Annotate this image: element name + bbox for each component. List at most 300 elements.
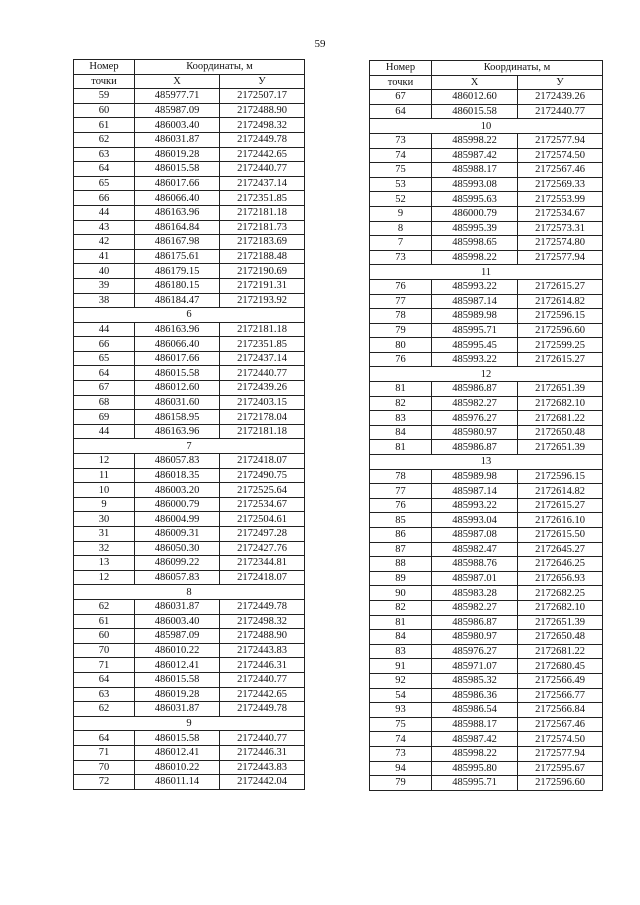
point-number-cell: 12 [74, 454, 135, 469]
y-coordinate-cell: 2172614.82 [518, 294, 603, 309]
x-coordinate-cell: 486018.35 [135, 468, 220, 483]
x-coordinate-cell: 485993.04 [432, 513, 518, 528]
table-row [74, 497, 305, 512]
y-coordinate-cell: 2172440.77 [220, 366, 305, 381]
y-coordinate-cell: 2172534.67 [518, 206, 603, 221]
point-number-cell: 53 [370, 177, 432, 192]
point-number-cell: 88 [370, 557, 432, 572]
table-row [370, 192, 603, 207]
x-coordinate-cell: 486010.22 [135, 643, 220, 658]
x-coordinate-cell: 486031.87 [135, 132, 220, 147]
point-number-cell: 82 [370, 600, 432, 615]
y-coordinate-cell: 2172566.77 [518, 688, 603, 703]
y-coordinate-cell: 2172573.31 [518, 221, 603, 236]
point-number-cell: 44 [74, 205, 135, 220]
y-coordinate-cell: 2172188.48 [220, 249, 305, 264]
table-row [74, 162, 305, 177]
x-coordinate-cell: 486017.66 [135, 351, 220, 366]
y-coordinate-cell: 2172351.85 [220, 191, 305, 206]
y-coordinate-cell: 2172488.90 [220, 103, 305, 118]
section-row [74, 585, 305, 600]
point-number-cell: 62 [74, 599, 135, 614]
x-coordinate-cell: 486031.60 [135, 395, 220, 410]
y-coordinate-cell: 2172181.73 [220, 220, 305, 235]
section-row [370, 367, 603, 382]
point-number-cell: 70 [74, 760, 135, 775]
point-number-header-line1: Номер [385, 62, 416, 74]
point-number-cell: 12 [74, 570, 135, 585]
x-coordinate-cell: 485976.27 [432, 644, 518, 659]
x-coordinate-cell: 485989.98 [432, 309, 518, 324]
x-coordinate-cell: 485998.22 [432, 250, 518, 265]
y-coordinate-cell: 2172567.46 [518, 717, 603, 732]
y-coordinate-cell: 2172446.31 [220, 745, 305, 760]
x-coordinate-cell: 486015.58 [135, 672, 220, 687]
y-coordinate-cell: 2172682.10 [518, 396, 603, 411]
table-row [74, 264, 305, 279]
point-number-cell: 30 [74, 512, 135, 527]
point-number-header-line2: точки [370, 75, 432, 90]
section-number: 11 [370, 265, 603, 280]
table-row [74, 672, 305, 687]
table-row [370, 644, 603, 659]
point-number-cell: 84 [370, 630, 432, 645]
x-coordinate-cell: 485998.22 [432, 133, 518, 148]
y-coordinate-cell: 2172443.83 [220, 760, 305, 775]
x-coordinate-cell: 485988.17 [432, 163, 518, 178]
table-row [74, 424, 305, 439]
point-number-cell: 64 [370, 104, 432, 119]
point-number-cell: 76 [370, 279, 432, 294]
x-coordinate-cell: 486031.87 [135, 702, 220, 717]
x-coordinate-cell: 486012.60 [135, 381, 220, 396]
y-coordinate-cell: 2172645.27 [518, 542, 603, 557]
y-coordinate-cell: 2172344.81 [220, 556, 305, 571]
table-row [370, 440, 603, 455]
y-coordinate-cell: 2172449.78 [220, 702, 305, 717]
point-number-cell: 92 [370, 673, 432, 688]
y-coordinate-cell: 2172553.99 [518, 192, 603, 207]
x-coordinate-cell: 485993.22 [432, 498, 518, 513]
y-coordinate-cell: 2172191.31 [220, 278, 305, 293]
x-coordinate-cell: 485988.17 [432, 717, 518, 732]
y-coordinate-cell: 2172651.39 [518, 615, 603, 630]
x-coordinate-cell: 485987.42 [432, 148, 518, 163]
x-coordinate-cell: 485971.07 [432, 659, 518, 674]
point-number-cell: 59 [74, 89, 135, 104]
y-coordinate-cell: 2172615.27 [518, 498, 603, 513]
table-row [370, 703, 603, 718]
x-coordinate-cell: 486015.58 [135, 731, 220, 746]
section-number: 6 [74, 308, 305, 323]
point-number-cell: 78 [370, 469, 432, 484]
point-number-cell: 32 [74, 541, 135, 556]
y-coordinate-cell: 2172596.15 [518, 469, 603, 484]
table-row [370, 615, 603, 630]
point-number-cell: 68 [74, 395, 135, 410]
table-row [74, 337, 305, 352]
x-coordinate-cell: 486004.99 [135, 512, 220, 527]
x-coordinate-cell: 486050.30 [135, 541, 220, 556]
point-number-cell: 79 [370, 776, 432, 791]
x-coordinate-cell: 485987.14 [432, 294, 518, 309]
section-number: 7 [74, 439, 305, 454]
table-row [370, 250, 603, 265]
point-number-cell: 71 [74, 745, 135, 760]
point-number-cell: 81 [370, 382, 432, 397]
x-coordinate-cell: 486017.66 [135, 176, 220, 191]
point-number-cell: 64 [74, 672, 135, 687]
section-row [370, 455, 603, 470]
table-row [370, 586, 603, 601]
y-coordinate-cell: 2172507.17 [220, 89, 305, 104]
point-number-cell: 9 [74, 497, 135, 512]
point-number-cell: 83 [370, 644, 432, 659]
point-number-cell: 69 [74, 410, 135, 425]
y-coordinate-cell: 2172566.84 [518, 703, 603, 718]
table-row [370, 528, 603, 543]
point-number-cell: 40 [74, 264, 135, 279]
y-coordinate-cell: 2172449.78 [220, 132, 305, 147]
x-coordinate-cell: 486066.40 [135, 337, 220, 352]
x-coordinate-cell: 486019.28 [135, 147, 220, 162]
x-coordinate-cell: 485987.09 [135, 629, 220, 644]
table-row [370, 148, 603, 163]
y-coordinate-cell: 2172418.07 [220, 454, 305, 469]
table-row [370, 323, 603, 338]
point-number-cell: 61 [74, 614, 135, 629]
table-row [74, 512, 305, 527]
y-coordinate-cell: 2172440.77 [220, 731, 305, 746]
x-coordinate-cell: 485982.27 [432, 396, 518, 411]
x-coordinate-cell: 485986.87 [432, 382, 518, 397]
table-row [74, 468, 305, 483]
x-coordinate-cell: 486057.83 [135, 454, 220, 469]
x-coordinate-cell: 486179.15 [135, 264, 220, 279]
x-coordinate-cell: 486175.61 [135, 249, 220, 264]
y-coordinate-cell: 2172651.39 [518, 382, 603, 397]
x-coordinate-cell: 485986.36 [432, 688, 518, 703]
y-coordinate-cell: 2172680.45 [518, 659, 603, 674]
point-number-cell: 75 [370, 163, 432, 178]
y-coordinate-cell: 2172656.93 [518, 571, 603, 586]
y-coordinate-cell: 2172181.18 [220, 424, 305, 439]
table-row [74, 775, 305, 790]
section-number: 8 [74, 585, 305, 600]
x-coordinate-cell: 486057.83 [135, 570, 220, 585]
table-row [370, 600, 603, 615]
x-coordinate-cell: 485982.47 [432, 542, 518, 557]
point-number-cell: 44 [74, 322, 135, 337]
table-row [74, 322, 305, 337]
table-row [74, 454, 305, 469]
point-number-cell: 71 [74, 658, 135, 673]
y-coordinate-cell: 2172490.75 [220, 468, 305, 483]
point-number-cell: 81 [370, 440, 432, 455]
x-coordinate-cell: 485988.76 [432, 557, 518, 572]
table-row [370, 469, 603, 484]
table-row [74, 381, 305, 396]
y-coordinate-cell: 2172446.31 [220, 658, 305, 673]
table-row [74, 643, 305, 658]
x-coordinate-cell: 485987.09 [135, 103, 220, 118]
y-coordinate-cell: 2172418.07 [220, 570, 305, 585]
coordinates-table-right [369, 60, 603, 791]
y-coordinate-cell: 2172615.50 [518, 528, 603, 543]
y-coordinate-cell: 2172566.49 [518, 673, 603, 688]
table-row [370, 571, 603, 586]
table-row [74, 293, 305, 308]
table-row [74, 556, 305, 571]
point-number-cell: 60 [74, 629, 135, 644]
y-coordinate-cell: 2172681.22 [518, 644, 603, 659]
table-row [370, 382, 603, 397]
point-number-cell: 73 [370, 746, 432, 761]
x-coordinate-cell: 486158.95 [135, 410, 220, 425]
section-number: 12 [370, 367, 603, 382]
page-number: 59 [314, 38, 326, 50]
x-coordinate-cell: 485982.27 [432, 600, 518, 615]
table-row [74, 687, 305, 702]
table-row [370, 484, 603, 499]
y-coordinate-cell: 2172596.60 [518, 776, 603, 791]
coordinates-header: Координаты, м [432, 61, 603, 76]
point-number-cell: 66 [74, 191, 135, 206]
point-number-cell: 81 [370, 615, 432, 630]
y-column-header: У [220, 74, 305, 89]
y-coordinate-cell: 2172599.25 [518, 338, 603, 353]
x-coordinate-cell: 486003.20 [135, 483, 220, 498]
x-coordinate-cell: 486003.40 [135, 118, 220, 133]
point-number-cell: 31 [74, 527, 135, 542]
table-row [74, 176, 305, 191]
x-coordinate-cell: 485985.32 [432, 673, 518, 688]
y-coordinate-cell: 2172437.14 [220, 176, 305, 191]
y-coordinate-cell: 2172181.18 [220, 322, 305, 337]
table-row [74, 278, 305, 293]
table-row [74, 745, 305, 760]
section-number: 9 [74, 716, 305, 731]
point-number-cell: 86 [370, 528, 432, 543]
point-number-cell: 66 [74, 337, 135, 352]
table-row [370, 352, 603, 367]
point-number-cell: 89 [370, 571, 432, 586]
table-row [370, 104, 603, 119]
point-number-cell: 64 [74, 731, 135, 746]
x-coordinate-cell: 486164.84 [135, 220, 220, 235]
point-number-cell: 73 [370, 133, 432, 148]
y-column-header: У [518, 75, 603, 90]
x-coordinate-cell: 485976.27 [432, 411, 518, 426]
table-row [370, 673, 603, 688]
x-coordinate-cell: 486003.40 [135, 614, 220, 629]
x-column-header: X [135, 74, 220, 89]
y-coordinate-cell: 2172616.10 [518, 513, 603, 528]
section-row [74, 716, 305, 731]
point-number-header [370, 61, 432, 76]
table-row [370, 396, 603, 411]
table-row [370, 659, 603, 674]
y-coordinate-cell: 2172615.27 [518, 279, 603, 294]
x-coordinate-cell: 485993.08 [432, 177, 518, 192]
point-number-cell: 62 [74, 132, 135, 147]
table-row [370, 221, 603, 236]
y-coordinate-cell: 2172193.92 [220, 293, 305, 308]
section-row [370, 119, 603, 134]
point-number-cell: 60 [74, 103, 135, 118]
table-row [74, 483, 305, 498]
table-row [74, 205, 305, 220]
y-coordinate-cell: 2172682.10 [518, 600, 603, 615]
table-row [74, 570, 305, 585]
section-row [74, 308, 305, 323]
point-number-header-line1: Номер [89, 61, 119, 73]
point-number-cell: 79 [370, 323, 432, 338]
table-row [74, 760, 305, 775]
table-row [370, 630, 603, 645]
point-number-cell: 76 [370, 352, 432, 367]
y-coordinate-cell: 2172488.90 [220, 629, 305, 644]
y-coordinate-cell: 2172682.25 [518, 586, 603, 601]
point-number-cell: 67 [370, 90, 432, 105]
x-coordinate-cell: 486011.14 [135, 775, 220, 790]
x-coordinate-cell: 486163.96 [135, 205, 220, 220]
y-coordinate-cell: 2172443.83 [220, 643, 305, 658]
point-number-cell: 77 [370, 294, 432, 309]
point-number-cell: 44 [74, 424, 135, 439]
x-coordinate-cell: 486163.96 [135, 424, 220, 439]
y-coordinate-cell: 2172595.67 [518, 761, 603, 776]
table-row [370, 732, 603, 747]
x-coordinate-cell: 486180.15 [135, 278, 220, 293]
x-coordinate-cell: 485995.71 [432, 776, 518, 791]
point-number-cell: 11 [74, 468, 135, 483]
y-coordinate-cell: 2172439.26 [220, 381, 305, 396]
x-coordinate-cell: 486167.98 [135, 235, 220, 250]
coordinates-header: Координаты, м [135, 60, 305, 75]
point-number-cell: 42 [74, 235, 135, 250]
x-coordinate-cell: 486012.41 [135, 745, 220, 760]
table-row [74, 366, 305, 381]
y-coordinate-cell: 2172681.22 [518, 411, 603, 426]
x-coordinate-cell: 485987.42 [432, 732, 518, 747]
y-coordinate-cell: 2172403.15 [220, 395, 305, 410]
point-number-cell: 77 [370, 484, 432, 499]
table-row [74, 191, 305, 206]
y-coordinate-cell: 2172497.28 [220, 527, 305, 542]
x-coordinate-cell: 486000.79 [135, 497, 220, 512]
x-coordinate-cell: 485995.71 [432, 323, 518, 338]
y-coordinate-cell: 2172615.27 [518, 352, 603, 367]
table-row [370, 411, 603, 426]
x-coordinate-cell: 486184.47 [135, 293, 220, 308]
y-coordinate-cell: 2172440.77 [220, 672, 305, 687]
point-number-cell: 39 [74, 278, 135, 293]
x-coordinate-cell: 485998.65 [432, 236, 518, 251]
table-row [370, 717, 603, 732]
y-coordinate-cell: 2172439.26 [518, 90, 603, 105]
y-coordinate-cell: 2172569.33 [518, 177, 603, 192]
y-coordinate-cell: 2172567.46 [518, 163, 603, 178]
point-number-cell: 7 [370, 236, 432, 251]
y-coordinate-cell: 2172525.64 [220, 483, 305, 498]
table-row [74, 249, 305, 264]
x-coordinate-cell: 485987.01 [432, 571, 518, 586]
y-coordinate-cell: 2172183.69 [220, 235, 305, 250]
table-row [370, 294, 603, 309]
y-coordinate-cell: 2172574.50 [518, 732, 603, 747]
table-row [370, 425, 603, 440]
x-coordinate-cell: 486031.87 [135, 599, 220, 614]
table-row [74, 132, 305, 147]
y-coordinate-cell: 2172646.25 [518, 557, 603, 572]
x-coordinate-cell: 485983.28 [432, 586, 518, 601]
point-number-cell: 67 [74, 381, 135, 396]
point-number-cell: 63 [74, 147, 135, 162]
point-number-cell: 10 [74, 483, 135, 498]
point-number-cell: 93 [370, 703, 432, 718]
table-row [370, 279, 603, 294]
point-number-cell: 38 [74, 293, 135, 308]
table-row [74, 351, 305, 366]
y-coordinate-cell: 2172574.50 [518, 148, 603, 163]
table-row [370, 133, 603, 148]
y-coordinate-cell: 2172440.77 [220, 162, 305, 177]
table-row [74, 147, 305, 162]
point-number-cell: 64 [74, 162, 135, 177]
x-coordinate-cell: 485987.08 [432, 528, 518, 543]
table-row [370, 542, 603, 557]
y-coordinate-cell: 2172596.15 [518, 309, 603, 324]
y-coordinate-cell: 2172437.14 [220, 351, 305, 366]
x-coordinate-cell: 486015.58 [135, 162, 220, 177]
table-row [74, 731, 305, 746]
point-number-cell: 52 [370, 192, 432, 207]
section-number: 10 [370, 119, 603, 134]
point-number-cell: 75 [370, 717, 432, 732]
x-coordinate-cell: 485998.22 [432, 746, 518, 761]
y-coordinate-cell: 2172178.04 [220, 410, 305, 425]
table-row [370, 206, 603, 221]
y-coordinate-cell: 2172577.94 [518, 250, 603, 265]
table-row [74, 395, 305, 410]
x-column-header: X [432, 75, 518, 90]
point-number-cell: 91 [370, 659, 432, 674]
x-coordinate-cell: 485986.87 [432, 440, 518, 455]
y-coordinate-cell: 2172498.32 [220, 118, 305, 133]
x-coordinate-cell: 485977.71 [135, 89, 220, 104]
coordinates-table-left [73, 59, 305, 790]
point-number-cell: 80 [370, 338, 432, 353]
section-row [370, 265, 603, 280]
point-number-cell: 83 [370, 411, 432, 426]
point-number-cell: 54 [370, 688, 432, 703]
x-coordinate-cell: 485995.80 [432, 761, 518, 776]
point-number-cell: 70 [74, 643, 135, 658]
point-number-cell: 76 [370, 498, 432, 513]
x-coordinate-cell: 486010.22 [135, 760, 220, 775]
table-row [370, 338, 603, 353]
y-coordinate-cell: 2172442.65 [220, 147, 305, 162]
y-coordinate-cell: 2172427.76 [220, 541, 305, 556]
table-row [370, 688, 603, 703]
x-coordinate-cell: 486163.96 [135, 322, 220, 337]
y-coordinate-cell: 2172440.77 [518, 104, 603, 119]
y-coordinate-cell: 2172574.80 [518, 236, 603, 251]
table-row [370, 177, 603, 192]
point-number-cell: 63 [74, 687, 135, 702]
y-coordinate-cell: 2172190.69 [220, 264, 305, 279]
